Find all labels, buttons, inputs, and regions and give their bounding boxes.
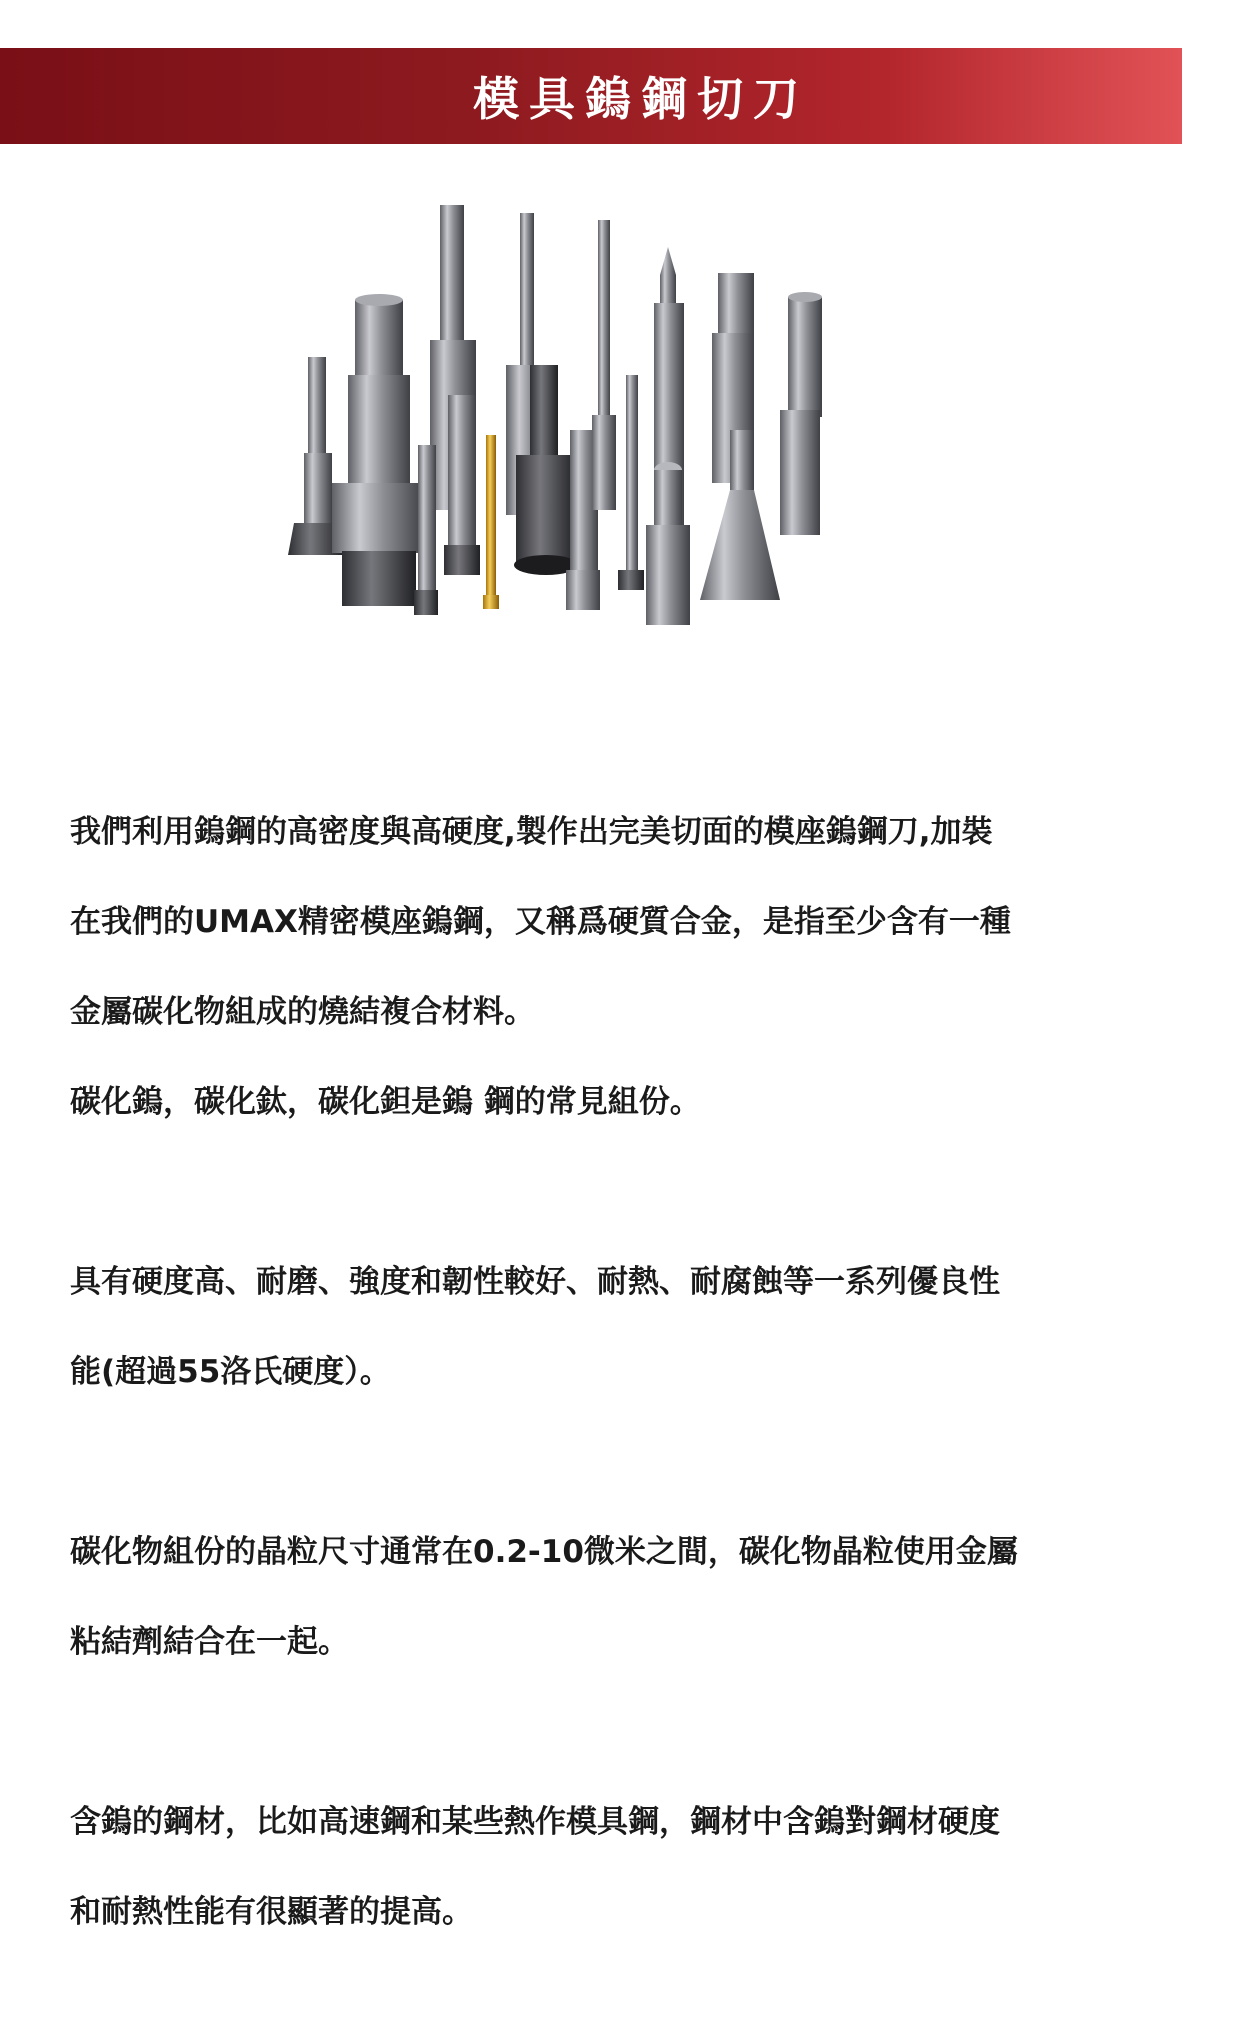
text-line: 我們利用鎢鋼的高密度與高硬度,製作出完美切面的模座鎢鋼刀,加裝 — [70, 814, 993, 850]
text-line: 能(超過55洛氏硬度）。 — [70, 1354, 391, 1390]
paragraph-3 — [70, 1485, 1180, 1710]
text-line: 粘結劑結合在一起。 — [70, 1624, 349, 1660]
text-line: 含鎢的鋼材，比如高速鋼和某些熱作模具鋼，鋼材中含鎢對鋼材硬度 — [70, 1804, 1000, 1840]
paragraph-2 — [70, 1215, 1180, 1440]
paragraph-4 — [70, 1755, 1180, 1980]
punch-pin-3 — [618, 375, 644, 590]
punch-right — [780, 292, 822, 535]
paragraph-1 — [70, 765, 1180, 1170]
punch-gold — [483, 435, 499, 609]
text-line: 金屬碳化物組成的燒結複合材料。 — [70, 994, 535, 1030]
text-line: 碳化物組份的晶粒尺寸通常在0.2-10微米之間，碳化物晶粒使用金屬 — [70, 1534, 1018, 1570]
text-line: 碳化鎢，碳化鈦，碳化鉭是鎢 鋼的常見組份。 — [70, 1084, 701, 1120]
punch-hex-1 — [444, 395, 480, 575]
text-line: 具有硬度高、耐磨、強度和韌性較好、耐熱、耐腐蝕等一系列優良性 — [70, 1264, 1000, 1300]
punch-stepped-large — [332, 294, 424, 606]
description — [70, 765, 1180, 2025]
punch-tall-3 — [592, 220, 616, 510]
title-banner — [0, 48, 1182, 144]
text-line: 在我們的UMAX精密模座鎢鋼，又稱爲硬質合金，是指至少含有一種 — [70, 904, 1011, 940]
page-title: 模具鎢鋼切刀 — [473, 72, 809, 126]
text-line: 和耐熱性能有很顯著的提高。 — [70, 1894, 473, 1930]
tungsten-steel-punches-photo — [280, 205, 980, 705]
